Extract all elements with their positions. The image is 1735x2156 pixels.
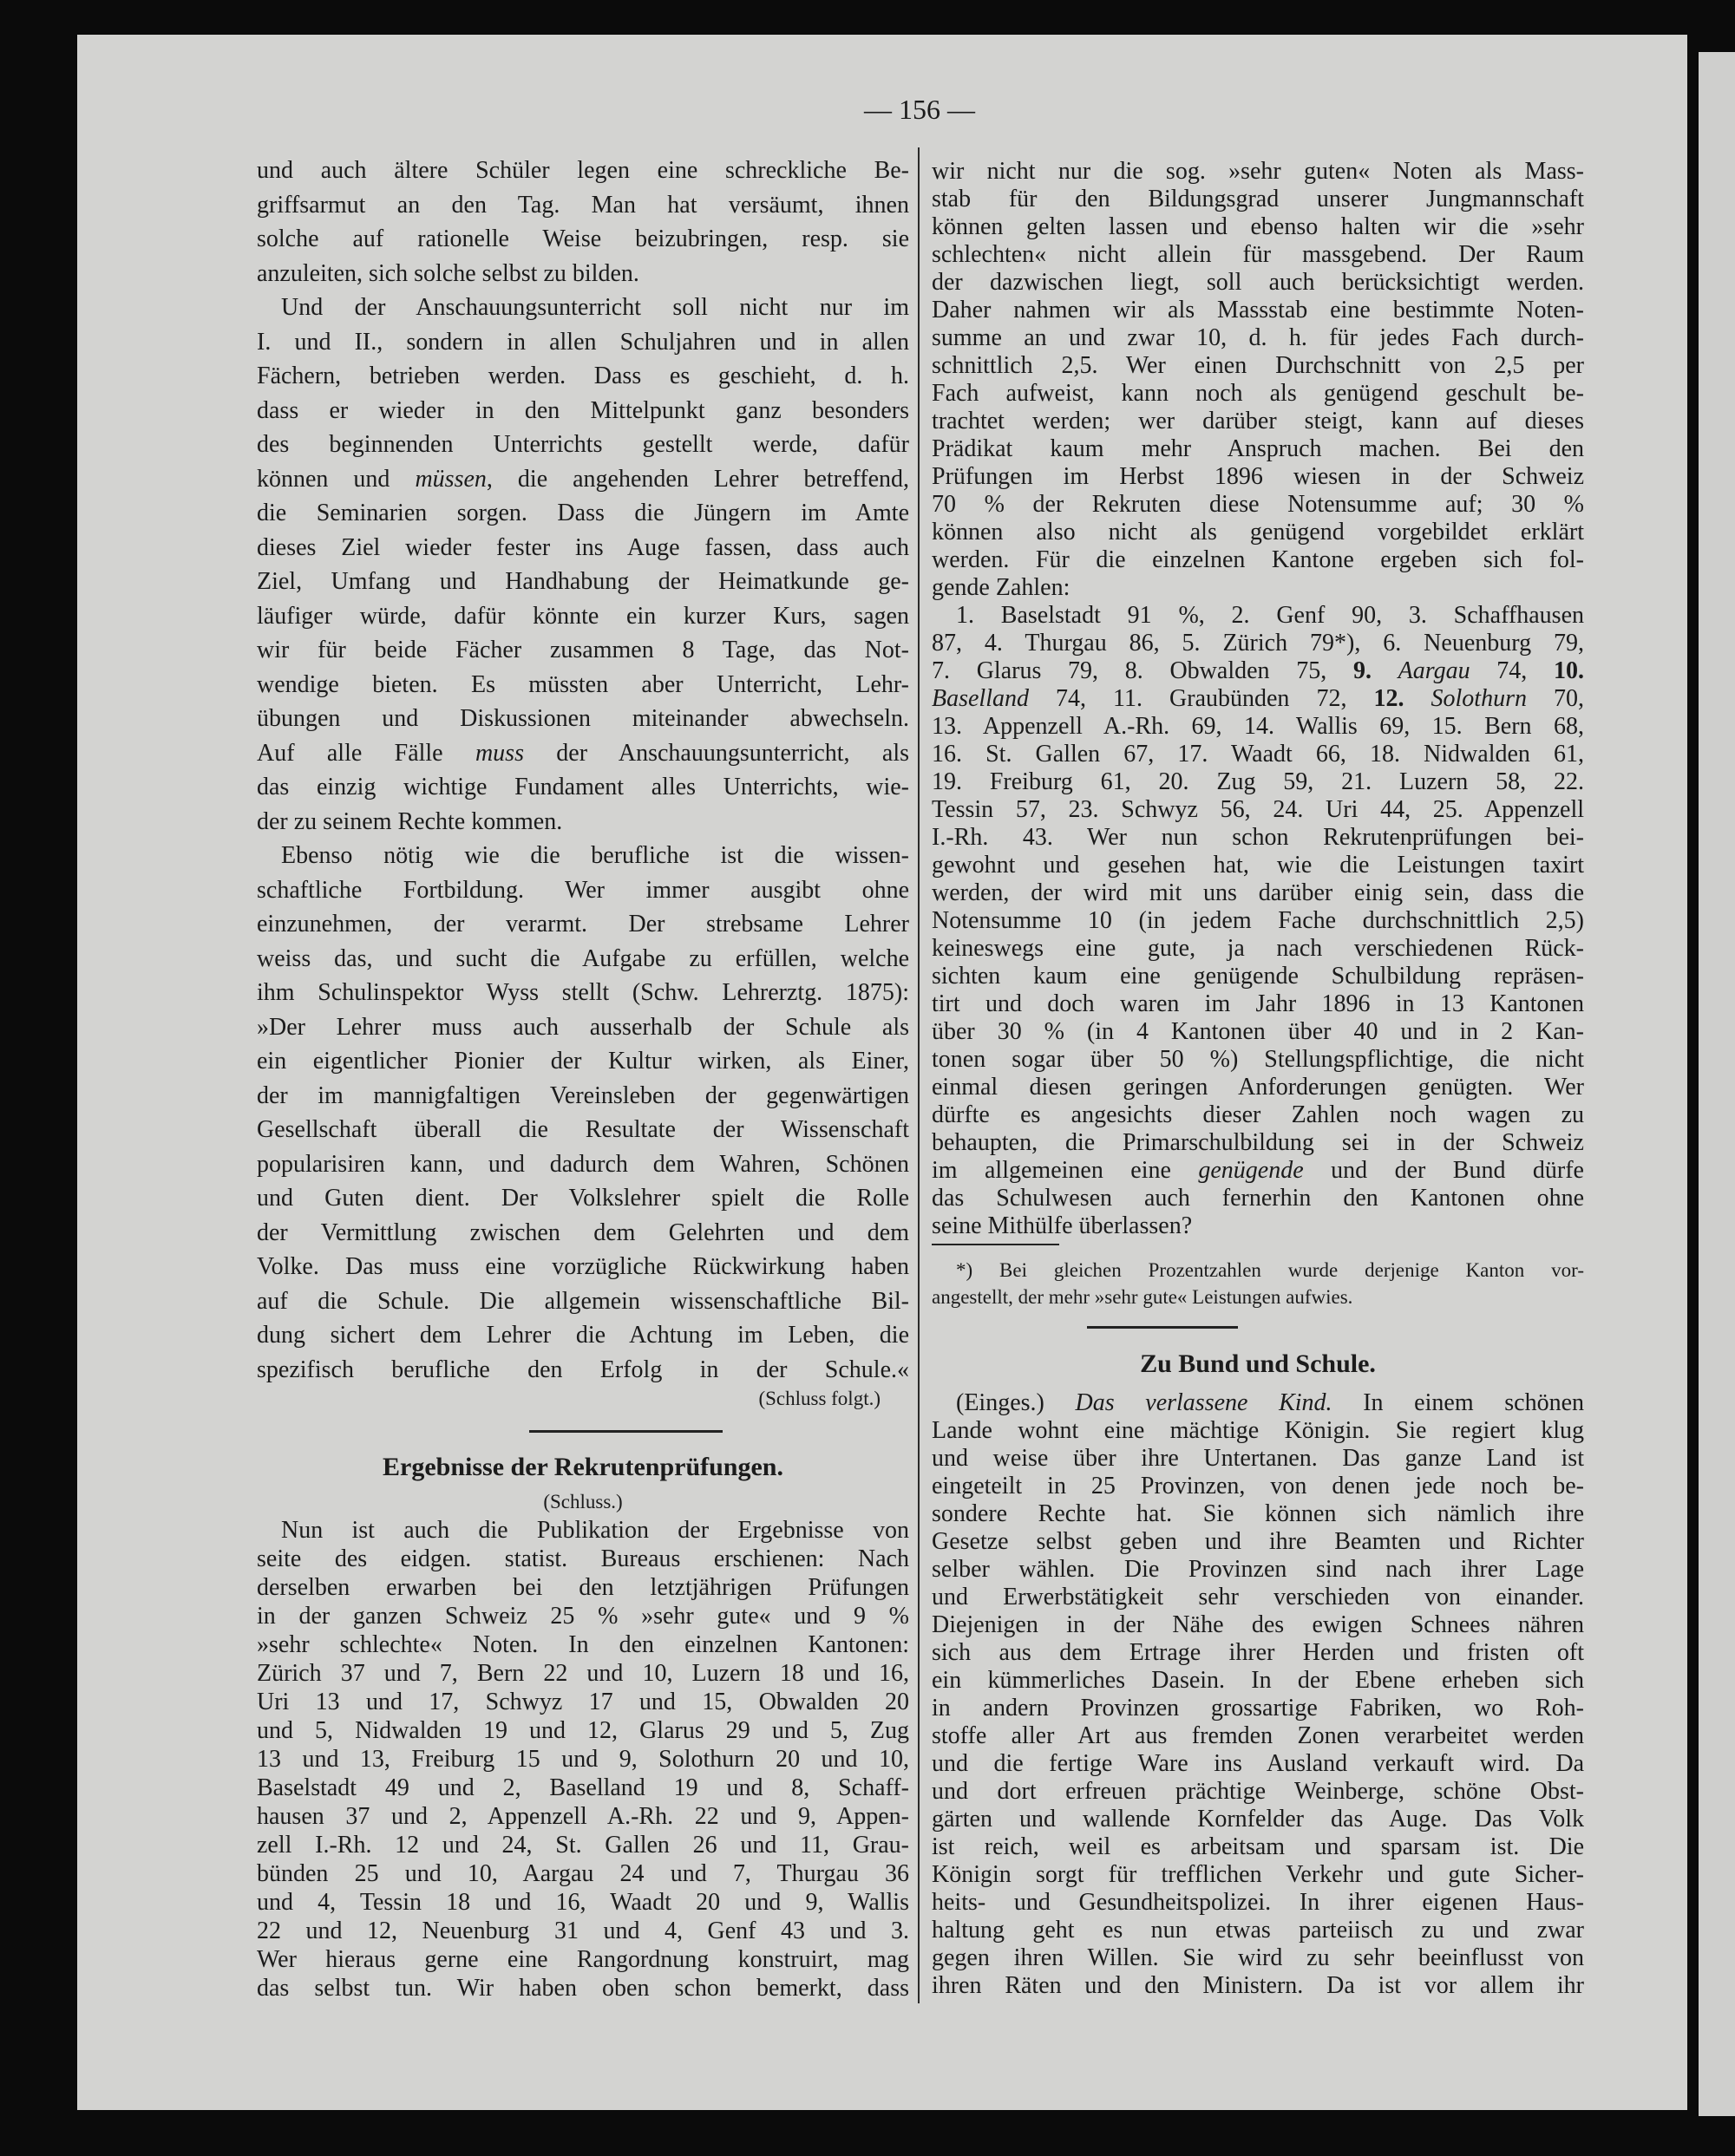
text-line: keineswegs eine gute, ja nach verschiedenen Rück-: [932, 935, 1584, 962]
text-line: ein kümmerliches Dasein. In der Ebene erheben sich: [932, 1667, 1584, 1694]
text-line: einzunehmen, der verarmt. Der strebsame Lehrer: [257, 911, 909, 938]
text-line: Königin sorgt für trefflichen Verkehr und gute Sicher-: [932, 1861, 1584, 1888]
text-line: und Guten dient. Der Volkslehrer spielt die Rolle: [257, 1185, 909, 1212]
text-line: und auch ältere Schüler legen eine schreckliche Be-: [257, 157, 909, 184]
text-line: Und der Anschauungsunterricht soll nicht nur im: [281, 294, 909, 321]
text-line: bünden 25 und 10, Aargau 24 und 7, Thurgau 36: [257, 1860, 909, 1887]
text-line: hausen 37 und 2, Appenzell A.-Rh. 22 und 9, Appen-: [257, 1803, 909, 1830]
article-title-bund-und-schule: Zu Bund und Schule.: [1140, 1349, 1376, 1378]
text-line: gende Zahlen:: [932, 574, 1070, 601]
italic-text: Aargau: [1398, 657, 1470, 684]
text-line: 70 % der Rekruten diese Notensumme auf; 30 %: [932, 491, 1584, 518]
text-line: werden. Für die einzelnen Kantone ergeben sich fol-: [932, 546, 1584, 573]
bold-text: 10.: [1554, 657, 1585, 684]
text-line: Gesellschaft überall die Resultate der Wissenschaft: [257, 1116, 909, 1143]
text-run: 7. Glarus 79, 8. Obwalden 75,: [932, 657, 1353, 684]
italic-text: genügende: [1198, 1157, 1304, 1184]
text-line: *) Bei gleichen Prozentzahlen wurde derjenige Kanton vor-: [956, 1259, 1584, 1281]
text-line: wendige bieten. Es müssten aber Unterricht, Lehr-: [257, 670, 909, 698]
text-line: in andern Provinzen grossartige Fabriken, wo Roh-: [932, 1695, 1584, 1722]
text-line: »sehr schlechte« Noten. In den einzelnen Kantonen:: [257, 1631, 909, 1658]
text-run: und der Bund dürfe: [1303, 1157, 1584, 1184]
text-line: ihren Räten und den Ministern. Da ist vor allem ihr: [932, 1972, 1584, 1999]
text-run: im allgemeinen eine: [932, 1157, 1199, 1184]
footnote-rule: [932, 1244, 1059, 1245]
text-line: Nun ist auch die Publikation der Ergebnisse von: [281, 1517, 909, 1544]
text-run: 70,: [1526, 685, 1585, 712]
text-line: gärten und wallende Kornfelder das Auge. Das Volk: [932, 1806, 1584, 1833]
text-line: [932, 685, 1584, 713]
text-line: [257, 736, 909, 771]
next-page-edge: [1699, 52, 1735, 2116]
text-run: 74,: [1470, 657, 1555, 684]
text-line: ist reich, weil es arbeitsam und sparsam ist. Die: [932, 1833, 1584, 1860]
text-line: und 4, Tessin 18 und 16, Waadt 20 und 9, Wallis: [257, 1889, 909, 1916]
text-run: können und: [257, 465, 416, 493]
paragraph: [932, 158, 1584, 602]
text-run: der Anschauungsunterricht, als: [523, 739, 909, 767]
text-line: schnittlich 2,5. Wer einen Durchschnitt von 2,5 per: [932, 352, 1584, 379]
text-line: haltung geht es nun etwas parteiisch zu und zwar: [932, 1917, 1584, 1944]
italic-text: Solothurn: [1431, 685, 1527, 712]
text-line: selber wählen. Die Provinzen sind nach ihrer Lage: [932, 1556, 1584, 1583]
text-line: und 5, Nidwalden 19 und 12, Glarus 29 und 5, Zug: [257, 1717, 909, 1744]
text-line: spezifisch berufliche den Erfolg in der Schule.«: [257, 1356, 909, 1383]
text-line: können gelten lassen und ebenso halten wir die »sehr: [932, 213, 1584, 240]
italic-text: müssen: [415, 465, 487, 493]
text-line: [932, 1389, 1584, 1417]
text-line: schlechten« nicht allein für massgebend. Der Raum: [932, 241, 1584, 268]
text-line: werden, der wird mit uns darüber einig sein, dass die: [932, 879, 1584, 906]
text-line: [257, 462, 909, 497]
text-line: übungen und Diskussionen miteinander abwechseln.: [257, 705, 909, 732]
page-number: — 156 —: [864, 94, 975, 125]
article-bund-und-schule-body: [932, 1389, 1584, 2000]
text-line: das selbst tun. Wir haben oben schon bemerkt, dass: [257, 1975, 909, 2002]
text-line: und Erwerbstätigkeit sehr verschieden von einander.: [932, 1584, 1584, 1610]
text-line: und dort erfreuen prächtige Weinberge, schöne Obst-: [932, 1778, 1584, 1805]
text-line: und die fertige Ware ins Ausland verkauft wird. Da: [932, 1750, 1584, 1777]
text-line: stoffe aller Art aus fremden Zonen verarbeitet werden: [932, 1722, 1584, 1749]
text-line: sich aus dem Ertrage ihrer Herden und fristen oft: [932, 1639, 1584, 1666]
text-line: Zürich 37 und 7, Bern 22 und 10, Luzern 18 und 16,: [257, 1660, 909, 1687]
text-line: dung sichert dem Lehrer die Achtung im Leben, die: [257, 1322, 909, 1349]
text-line: über 30 % (in 4 Kantonen über 40 und in 2 Kan-: [932, 1018, 1584, 1045]
text-line: Notensumme 10 (in jedem Fache durchschnittlich 2,5): [932, 907, 1584, 934]
text-run: In einem schönen: [1332, 1389, 1584, 1416]
column-divider: [918, 147, 920, 2003]
paragraph: [257, 839, 909, 1387]
text-line: dass er wieder in den Mittelpunkt ganz besonders: [257, 396, 909, 424]
text-line: 16. St. Gallen 67, 17. Waadt 66, 18. Nidwalden 61,: [932, 741, 1584, 768]
text-line: Gesetze selbst geben und ihre Beamten und Richter: [932, 1528, 1584, 1555]
text-line: auf die Schule. Die allgemein wissenschaftliche Bil-: [257, 1287, 909, 1315]
text-line: das Schulwesen auch fernerhin den Kantonen ohne: [932, 1185, 1584, 1212]
article-title-rekrutenpruefungen: Ergebnisse der Rekrutenprüfungen.: [383, 1453, 783, 1481]
text-line: gewohnt und gesehen hat, wie die Leistungen taxirt: [932, 852, 1584, 879]
article-rekrutenpruefungen-body: [257, 1516, 909, 2002]
text-line: dieses Ziel wieder fester ins Auge fassen, dass auch: [257, 533, 909, 561]
text-line: »Der Lehrer muss auch ausserhalb der Schule als: [257, 1013, 909, 1041]
paragraph: [932, 602, 1584, 1240]
article-subtitle: (Schluss.): [543, 1491, 623, 1512]
paragraph: [257, 154, 909, 291]
text-line: trachtet werden; wer darüber steigt, kann auf dieses: [932, 408, 1584, 434]
text-line: Wer hieraus gerne eine Rangordnung konstruirt, mag: [257, 1946, 909, 1973]
paragraph: [257, 1516, 909, 2002]
text-line: Baselstadt 49 und 2, Baselland 19 und 8, Schaff-: [257, 1774, 909, 1801]
paragraph: [932, 1257, 1584, 1310]
text-line: Fächern, betrieben werden. Dass es geschieht, d. h.: [257, 363, 909, 389]
text-line: wir für beide Fächer zusammen 8 Tage, das Not-: [257, 637, 909, 663]
text-line: popularisiren kann, und dadurch dem Wahren, Schönen: [257, 1150, 909, 1178]
text-line: schaftliche Fortbildung. Wer immer ausgibt ohne: [257, 876, 909, 904]
text-line: 87, 4. Thurgau 86, 5. Zürich 79*), 6. Neuenburg 79,: [932, 630, 1584, 657]
text-line: 13 und 13, Freiburg 15 und 9, Solothurn 20 und 10,: [257, 1746, 909, 1773]
text-line: griffsarmut an den Tag. Man hat versäumt, ihnen: [257, 191, 909, 219]
text-line: 19. Freiburg 61, 20. Zug 59, 21. Luzern 58, 22.: [932, 768, 1584, 795]
text-line: Prädikat kaum mehr Anspruch machen. Bei den: [932, 435, 1584, 462]
text-line: einmal diesen geringen Anforderungen genügten. Wer: [932, 1074, 1584, 1101]
text-line: gegen ihren Willen. Sie wird zu sehr beeinflusst von: [932, 1944, 1584, 1971]
text-line: 1. Baselstadt 91 %, 2. Genf 90, 3. Schaffhausen: [956, 602, 1584, 629]
section-rule: [1087, 1326, 1238, 1329]
text-line: behaupten, die Primarschulbildung sei in der Schweiz: [932, 1129, 1584, 1156]
text-line: Tessin 57, 23. Schwyz 56, 24. Uri 44, 25. Appenzell: [932, 796, 1584, 823]
text-line: Volke. Das muss eine vorzügliche Rückwirkung haben: [257, 1253, 909, 1280]
text-line: tirt und doch waren im Jahr 1896 in 13 Kantonen: [932, 990, 1584, 1017]
text-line: stab für den Bildungsgrad unserer Jungmannschaft: [932, 186, 1584, 212]
text-line: des beginnenden Unterrichts gestellt werde, dafür: [257, 431, 909, 458]
italic-text: Das verlassene Kind.: [1075, 1389, 1332, 1416]
text-run: 74, 11. Graubünden 72,: [1029, 685, 1374, 712]
article-rekrutenpruefungen-continued: [932, 158, 1584, 1240]
text-line: ein eigentlicher Pionier der Kultur wirken, als Einer,: [257, 1048, 909, 1075]
text-line: Uri 13 und 17, Schwyz 17 und 15, Obwalden 20: [257, 1689, 909, 1715]
text-line: I. und II., sondern in allen Schuljahren und in allen: [257, 328, 909, 356]
text-line: Daher nahmen wir als Massstab eine bestimmte Noten-: [932, 297, 1584, 323]
text-line: dürfte es angesichts dieser Zahlen noch wagen zu: [932, 1101, 1584, 1128]
text-run: (Einges.): [956, 1389, 1076, 1416]
bold-text: 12.: [1373, 685, 1431, 712]
text-line: sichten kaum eine genügende Schulbildung repräsen-: [932, 963, 1584, 990]
text-line: [932, 657, 1584, 685]
text-line: summe an und zwar 10, d. h. für jedes Fach durch-: [932, 324, 1584, 351]
text-line: der zu seinem Rechte kommen.: [257, 807, 563, 835]
text-line: Diejenigen in der Nähe des ewigen Schnees nähren: [932, 1611, 1584, 1638]
text-run: , die angehenden Lehrer betreffend,: [486, 465, 909, 493]
section-rule: [529, 1430, 723, 1433]
text-line: wir nicht nur die sog. »sehr guten« Noten als Mass-: [932, 158, 1584, 185]
text-line: läufiger würde, dafür könnte ein kurzer Kurs, sagen: [257, 602, 909, 630]
text-line: die Seminarien sorgen. Dass die Jüngern im Amte: [257, 500, 909, 526]
text-line: anzuleiten, sich solche selbst zu bilden.: [257, 259, 639, 287]
text-line: können also nicht als genügend vorgebildet erklärt: [932, 519, 1584, 546]
text-line: angestellt, der mehr »sehr gute« Leistungen aufwies.: [932, 1286, 1353, 1308]
text-line: Prüfungen im Herbst 1896 wiesen in der Schweiz: [932, 463, 1584, 490]
bold-text: 9.: [1352, 657, 1398, 684]
text-line: Ebenso nötig wie die berufliche ist die wissen-: [281, 842, 909, 869]
text-line: solche auf rationelle Weise beizubringen, resp. sie: [257, 225, 909, 252]
paragraph: [257, 291, 909, 839]
text-line: 13. Appenzell A.-Rh. 69, 14. Wallis 69, 15. Bern 68,: [932, 713, 1584, 740]
article-anschauungsunterricht-body: [257, 154, 909, 1387]
text-line: seine Mithülfe überlassen?: [932, 1212, 1193, 1239]
text-line: Fach aufweist, kann noch als genügend geschult be-: [932, 380, 1584, 407]
text-line: heits- und Gesundheitspolizei. In ihrer eigenen Haus-: [932, 1889, 1584, 1916]
italic-text: muss: [475, 739, 524, 767]
text-line: Ziel, Umfang und Handhabung der Heimatkunde ge-: [257, 568, 909, 595]
text-line: zell I.-Rh. 12 und 24, St. Gallen 26 und 11, Grau-: [257, 1832, 909, 1859]
text-line: seite des eidgen. statist. Bureaus erschienen: Nach: [257, 1545, 909, 1572]
text-line: in der ganzen Schweiz 25 % »sehr gute« und 9 %: [257, 1603, 909, 1630]
text-line: derselben erwarben bei den letztjährigen Prüfungen: [257, 1574, 909, 1601]
text-line: eingeteilt in 25 Provinzen, von denen jede noch be-: [932, 1473, 1584, 1499]
signoff-schluss-folgt: (Schluss folgt.): [758, 1388, 881, 1409]
text-run: Auf alle Fälle: [257, 739, 475, 767]
text-line: und weise über ihre Untertanen. Das ganze Land ist: [932, 1445, 1584, 1472]
text-line: der dazwischen liegt, soll auch berücksichtigt werden.: [932, 269, 1584, 296]
text-line: 22 und 12, Neuenburg 31 und 4, Genf 43 und 3.: [257, 1918, 909, 1944]
text-line: weiss das, und sucht die Aufgabe zu erfüllen, welche: [257, 944, 909, 972]
text-line: sondere Rechte hat. Sie können sich nämlich ihre: [932, 1500, 1584, 1527]
text-line: tonen sogar über 50 %) Stellungspflichtige, die nicht: [932, 1046, 1584, 1073]
text-line: der im mannigfaltigen Vereinsleben der gegenwärtigen: [257, 1081, 909, 1109]
text-line: [932, 1157, 1584, 1185]
text-line: ihm Schulinspektor Wyss stellt (Schw. Lehrerztg. 1875):: [257, 979, 909, 1006]
text-line: der Vermittlung zwischen dem Gelehrten und dem: [257, 1218, 909, 1246]
text-line: I.-Rh. 43. Wer nun schon Rekrutenprüfungen bei-: [932, 824, 1584, 851]
text-line: Lande wohnt eine mächtige Königin. Sie regiert klug: [932, 1417, 1584, 1444]
text-line: das einzig wichtige Fundament alles Unterrichts, wie-: [257, 774, 909, 800]
footnote: [932, 1257, 1584, 1310]
italic-text: Baselland: [932, 685, 1029, 712]
paragraph: [932, 1389, 1584, 2000]
